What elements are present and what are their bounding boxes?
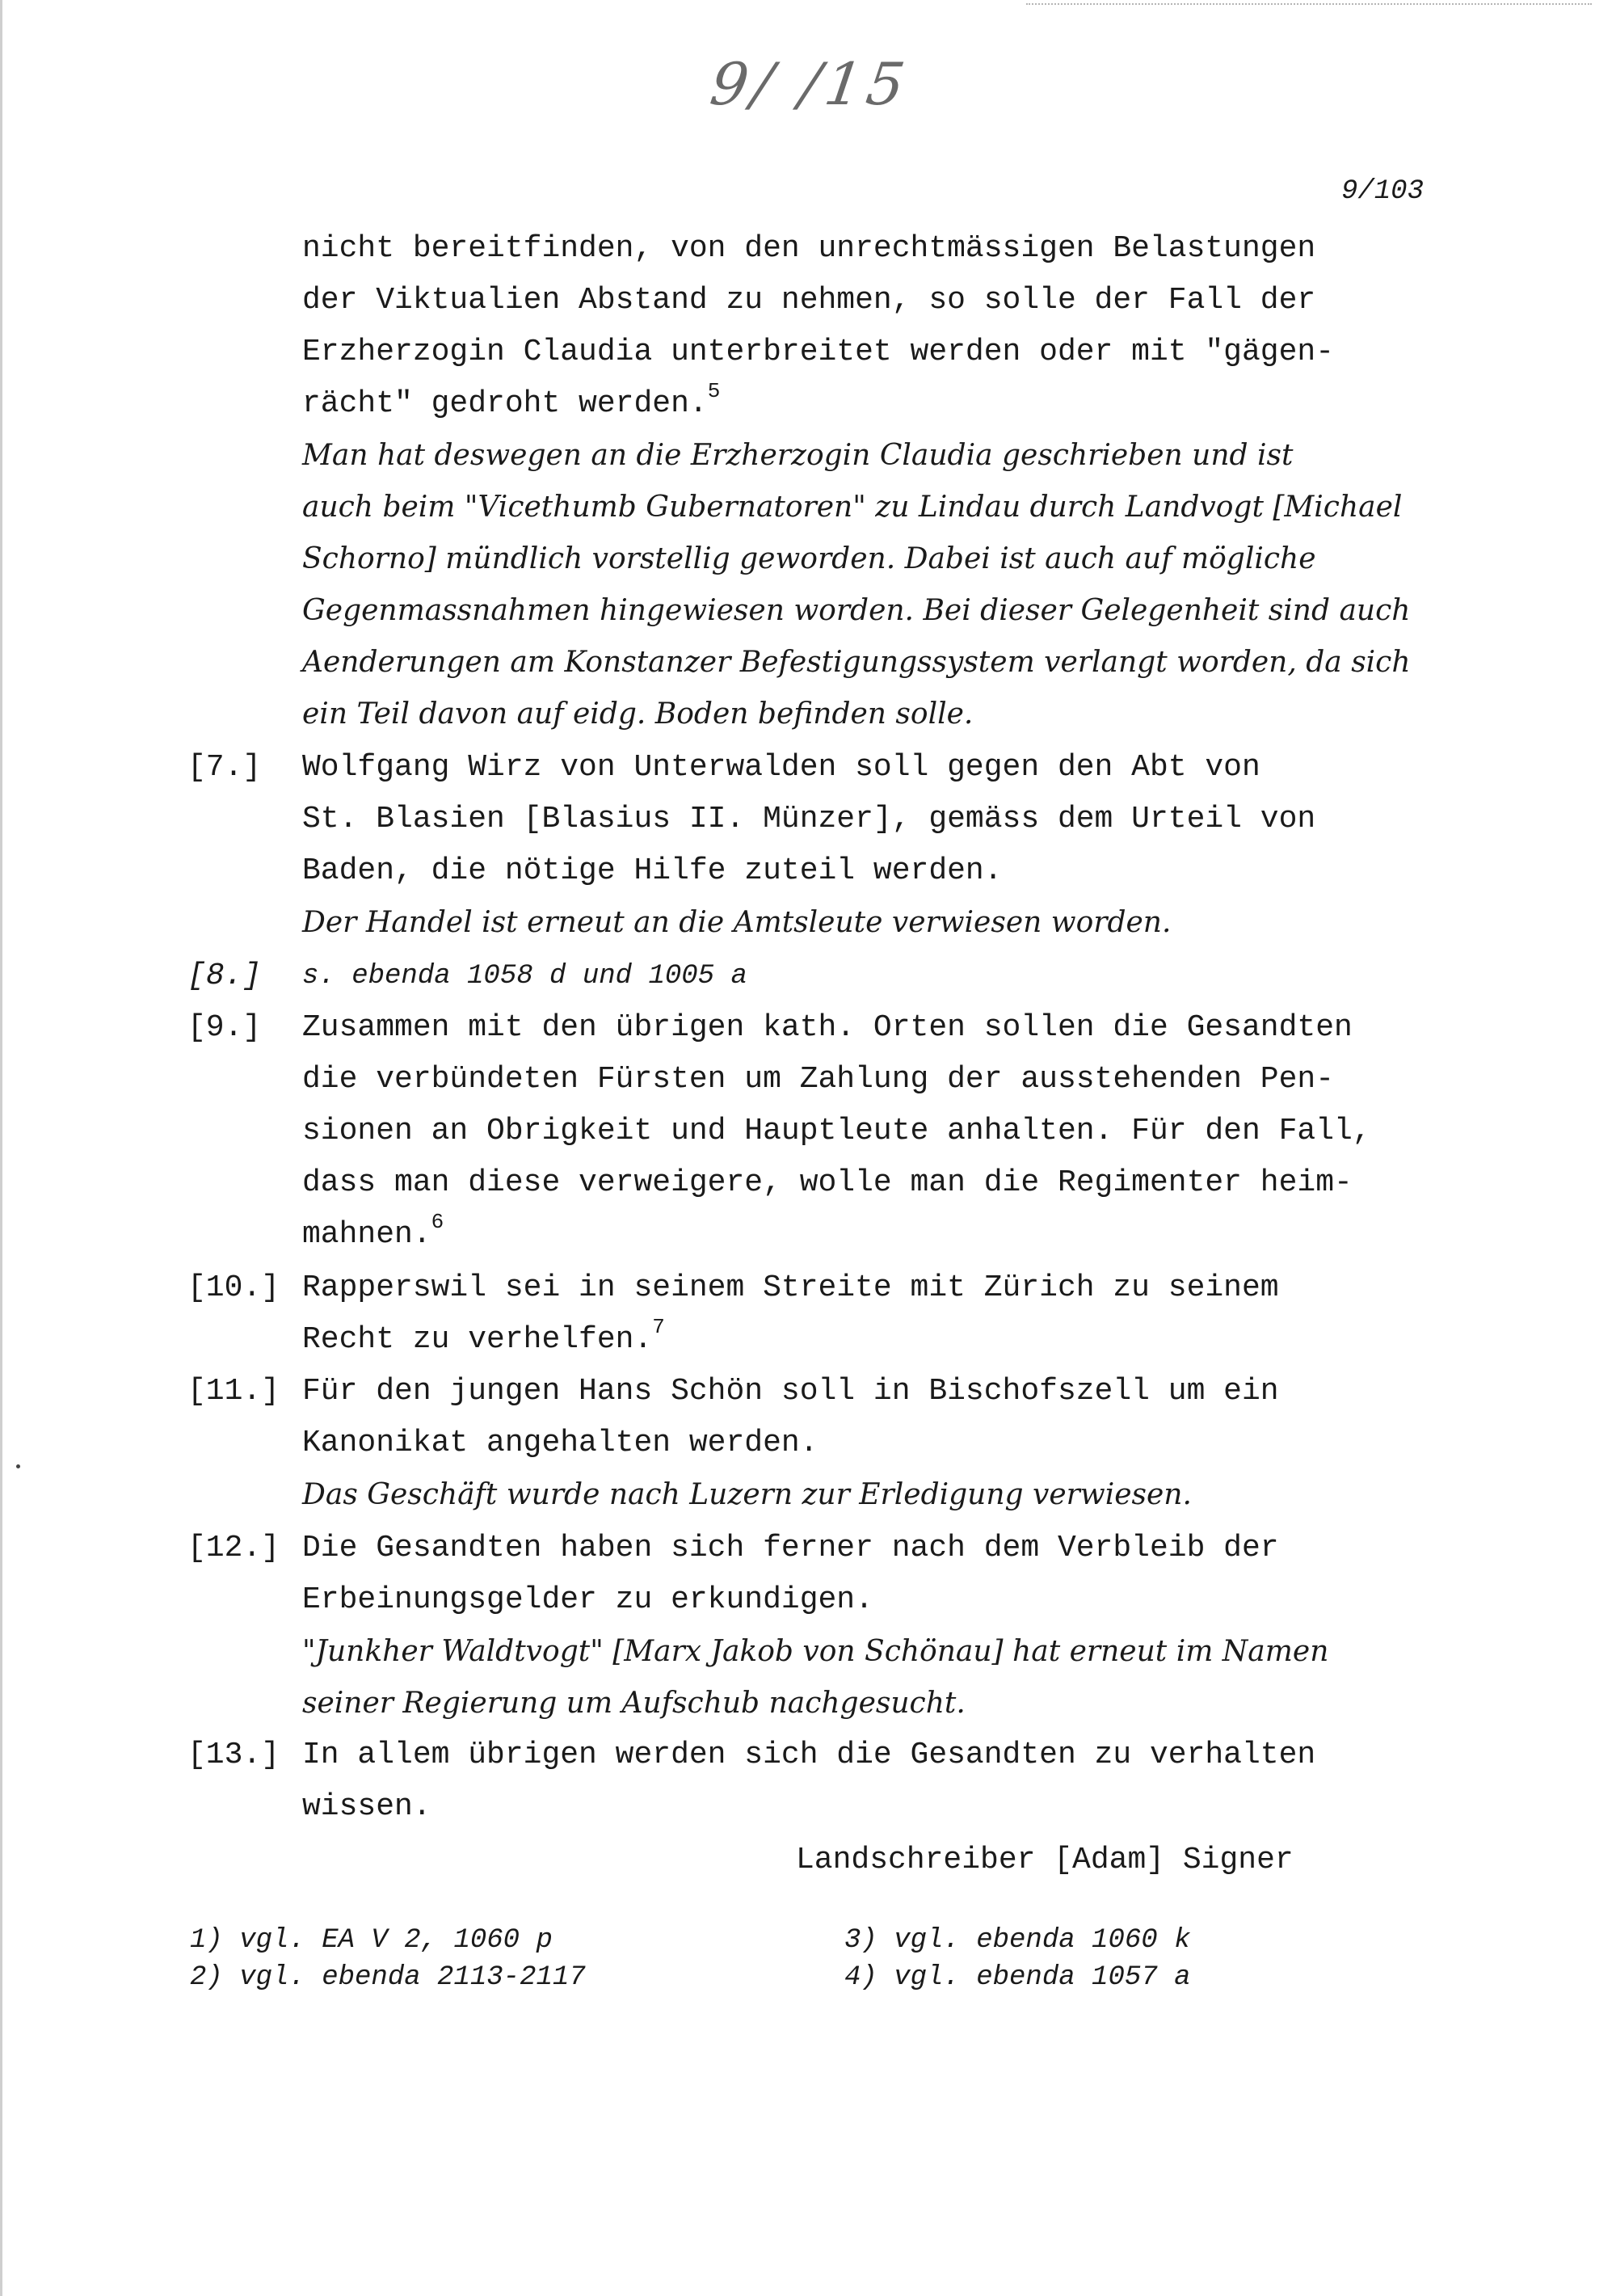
item-text: Die Gesandten haben sich ferner nach dem Verbleib der Erbeinungsgelder zu erkundigen. bbox=[302, 1531, 1279, 1617]
item-13 bbox=[187, 1729, 1448, 1833]
item-12 bbox=[187, 1523, 1448, 1729]
footnote: 3) vgl. ebenda 1060 k bbox=[844, 1925, 1191, 1956]
item-number: [13.] bbox=[187, 1738, 280, 1772]
footnote: 2) vgl. ebenda 2113-2117 bbox=[190, 1962, 586, 1993]
intro-handwritten-note: Man hat deswegen an die Erzherzogin Claudia geschrieben und ist auch beim "Vicethumb Gubernatoren" zu Lindau durch Landvogt [Michael Schorno] mündlich vorstellig geworden. Dabei ist auch auf mögliche Gegenmassnahmen hingewiesen worden. Bei dieser Gelegenheit sind auch Aenderungen am Konstanzer Befestigungssystem verlangt worden, da sich ein Teil davon auf eidg. Boden befinden solle. bbox=[302, 439, 1411, 731]
footnote-ref: 6 bbox=[431, 1210, 444, 1235]
item-handwritten-note: Der Handel ist erneut an die Amtsleute verwiesen worden. bbox=[302, 906, 1172, 939]
intro-block bbox=[187, 223, 1448, 740]
item-number: [7.] bbox=[187, 750, 262, 785]
footnotes-right bbox=[844, 1922, 1458, 1996]
item-number: [10.] bbox=[187, 1270, 280, 1305]
item-text: s. ebenda 1058 d und 1005 a bbox=[302, 961, 747, 992]
item-8 bbox=[187, 950, 1448, 1002]
page-edge bbox=[0, 0, 2, 2296]
margin-dot bbox=[16, 1464, 20, 1468]
item-handwritten-note: "Junkher Waldtvogt" [Marx Jakob von Schönau] hat erneut im Namen seiner Regierung um Aufschub nachgesucht. bbox=[302, 1635, 1329, 1720]
item-handwritten-note: Das Geschäft wurde nach Luzern zur Erledigung verwiesen. bbox=[302, 1478, 1192, 1511]
footnote-ref: 7 bbox=[652, 1315, 665, 1340]
item-text: In allem übrigen werden sich die Gesandten zu verhalten wissen. bbox=[302, 1738, 1316, 1824]
footnote-ref: 5 bbox=[707, 379, 721, 404]
page-number: 9/103 bbox=[1340, 176, 1424, 207]
item-10 bbox=[187, 1262, 1448, 1366]
item-11 bbox=[187, 1366, 1448, 1521]
item-number: [8.] bbox=[187, 958, 262, 993]
item-number: [11.] bbox=[187, 1374, 280, 1409]
scan-marks bbox=[1026, 3, 1592, 16]
item-text: Wolfgang Wirz von Unterwalden soll gegen den Abt von St. Blasien [Blasius II. Münzer], gemäss dem Urteil von Baden, die nötige Hilfe zuteil werden. bbox=[302, 750, 1316, 888]
footnotes-left bbox=[190, 1922, 804, 1996]
item-text: Zusammen mit den übrigen kath. Orten sollen die Gesandten die verbündeten Fürsten um Zahlung der ausstehenden Pen- sionen an Obrigkeit und Hauptleute anhalten. Für den Fall, dass man diese verweigere, wolle man die Regimenter heim- mahnen.$^6$ bbox=[302, 1010, 1371, 1252]
item-7 bbox=[187, 742, 1448, 949]
item-text: Rapperswil sei in seinem Streite mit Zürich zu seinem Recht zu verhelfen.$^7$ bbox=[302, 1270, 1279, 1357]
item-text: Für den jungen Hans Schön soll in Bischofszell um ein Kanonikat angehalten werden. bbox=[302, 1374, 1279, 1460]
item-number: [9.] bbox=[187, 1010, 262, 1045]
item-number: [12.] bbox=[187, 1531, 280, 1565]
handwritten-folio: 9/ /15 bbox=[706, 50, 914, 118]
intro-text: nicht bereitfinden, von den unrechtmässigen Belastungen der Viktualien Abstand zu nehmen, so solle der Fall der Erzherzogin Claudia unterbreitet werden oder mit "gägen- rächt" gedroht werden.$^5$ bbox=[302, 231, 1335, 421]
footnote: 4) vgl. ebenda 1057 a bbox=[844, 1962, 1191, 1993]
signature: Landschreiber [Adam] Signer bbox=[796, 1843, 1294, 1877]
item-9 bbox=[187, 1002, 1448, 1261]
footnote: 1) vgl. EA V 2, 1060 p bbox=[190, 1925, 553, 1956]
